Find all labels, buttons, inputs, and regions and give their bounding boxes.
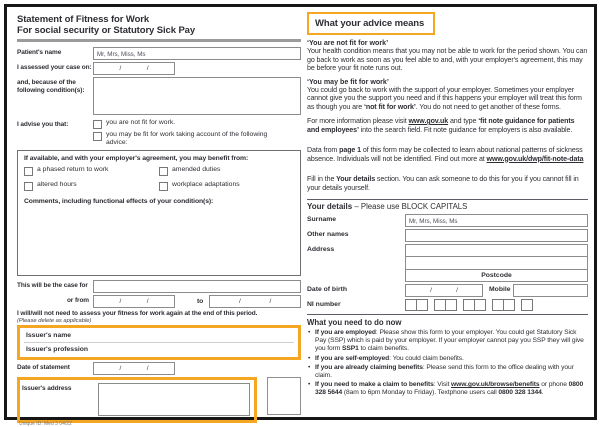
date-of-statement-input[interactable] [93,362,175,375]
data-collection-paragraph [307,146,588,163]
date-slash: / [238,298,241,306]
block-capitals-note: – Please use BLOCK CAPITALS [352,202,468,211]
highlight-issuer-address [17,377,257,423]
issuer-address-label: Issuer's address [22,385,72,393]
more-info-text: For more information please visit [307,117,409,125]
page-1-bold: page 1 [339,146,361,154]
bullet-employed [307,329,588,354]
your-details-bold: Your details [336,175,376,183]
date-slash: / [146,65,149,72]
case-for-label: This will be the case for [17,282,88,290]
checkbox-not-fit-for-work[interactable] [93,120,102,129]
bullet-employed-text [315,329,588,354]
employer-agreement-section [17,150,301,276]
other-names-input[interactable] [405,229,588,242]
checkbox-amended-duties[interactable] [159,167,168,176]
bullet-claiming-text [315,364,588,380]
advise-label: I advise you that: [17,121,69,128]
ssp1-bold: SSP1 [341,345,359,353]
address-row [307,244,588,282]
other-names-row [307,229,588,242]
checkbox-workplace-adaptations[interactable] [159,182,168,191]
benefit-options-grid [24,166,294,196]
date-slash: / [146,365,149,373]
date-slash: / [146,298,149,306]
postcode-label: Postcode [481,271,512,279]
bullet-self-employed-text [315,355,464,363]
address-input[interactable] [405,244,588,282]
bullet-self-employed [307,355,588,363]
bullet-make-claim [307,381,588,397]
condition-label: and, because of the following condition(s): [17,79,85,94]
benefit-option [159,166,294,176]
not-fit-body: Your health condition means that you may not be able to work for the period shown. You can go back to work as soon as you feel able to and, with your employer's agreement, this may be before your fit note runs out. [307,47,588,72]
may-fit-text: You could go back to work with the support of your employer. Sometimes your employer cannot give you the support you need and if this happens your employer will treat this form as though you are [307,85,582,111]
claiming-text: : Please send this form to the office dealing with your claim. [315,363,574,379]
employed-text: to claim benefits. [358,345,409,353]
bullet-make-claim-text [315,381,588,397]
your-details-section [307,199,588,311]
checkbox-altered-hours[interactable] [24,182,33,191]
benefit-option-label: a phased return to work [37,166,109,174]
to-date-input[interactable] [209,295,301,308]
issuer-name-label: Issuer's name [26,332,72,340]
form-title-line2: For social security or Statutory Sick Pay [17,25,196,36]
assessed-date-row [17,62,301,75]
date-slash: / [119,365,122,373]
make-claim-text: (8am to 6pm Monday to Friday). Textphone users call [342,389,499,397]
patient-name-row [17,47,301,60]
make-claim-text: . [541,389,544,397]
benefit-option [159,181,294,191]
ni-number-row [307,299,588,311]
more-info-paragraph [307,117,588,134]
patient-name-input[interactable]: Mr, Mrs, Miss, Ms [93,47,301,60]
not-fit-bold-phrase: ‘not fit for work’ [363,102,416,111]
make-claim-text: : Visit [433,381,452,389]
advise-row-1 [17,119,301,129]
date-slash: / [456,287,458,294]
make-claim-text: or phone [539,381,569,389]
advise-row-2 [17,131,301,147]
textphone-number: 0800 328 1344 [498,389,542,397]
address-label: Address [307,246,335,253]
benefit-option-label: workplace adaptations [172,181,240,189]
from-date-input[interactable] [93,295,175,308]
page-border [4,4,597,427]
dob-input[interactable] [405,284,483,297]
bullet-icon: • [308,329,311,336]
your-details-title: Your details [307,202,353,211]
employed-text: : Please show this form to your employer. You could get Statutory Sick Pay (SSP) which is paid by your employer. If your employer cannot pay you SSP they will give you form [315,329,584,353]
option-not-fit-label: you are not fit for work. [106,119,176,126]
please-delete-note: (Please delete as applicable) [17,318,92,325]
from-to-row [17,295,301,308]
benefit-option [24,181,159,191]
dob-mobile-row [307,284,588,297]
date-slash: / [119,298,122,306]
advice-heading: What your advice means [315,18,425,29]
fit-note-data-link[interactable]: www.gov.uk/dwp/fit-note-data [486,154,584,163]
date-slash: / [119,65,122,72]
checkbox-phased-return[interactable] [24,167,33,176]
case-for-row [17,280,301,293]
more-info-text: into the search field. Fit note guidance for employers is also available. [358,125,573,134]
postcode-line[interactable] [406,269,587,281]
bullet-icon: • [308,354,311,362]
may-fit-subheading: ‘You may be fit for work’ [307,77,389,86]
highlight-issuer-name-profession [17,325,301,360]
ni-group[interactable] [463,299,486,311]
benefit-option-label: amended duties [172,166,221,174]
bullet-icon: • [308,381,311,389]
assess-again-note: I will/will not need to assess your fitness for work again at the end of this period. [17,310,258,318]
address-line[interactable] [406,245,587,256]
ni-group[interactable] [492,299,515,311]
surname-row [307,214,588,227]
what-to-do-section [307,314,588,397]
issuer-address-input[interactable] [98,383,250,416]
your-details-heading [307,202,588,211]
form-unique-id: Unique ID: Med 3 04/22 [19,421,72,427]
may-fit-body [307,86,588,112]
condition-input[interactable] [93,77,301,115]
assessed-date-label: I assessed your case on: [17,64,92,71]
gov-uk-link[interactable]: www.gov.uk [408,117,449,125]
form-title-line1: Statement of Fitness for Work [17,14,150,25]
may-fit-text: . You do not need to get another of these forms. [415,102,561,111]
or-from-label: or from [66,297,89,305]
checkbox-may-be-fit-for-work[interactable] [93,132,102,141]
guidance-column [307,12,588,398]
issuer-profession-label: Issuer's profession [24,342,294,356]
ni-number-input[interactable] [405,299,539,311]
self-employed-text: : You could claim benefits. [389,354,464,362]
other-names-label: Other names [307,231,349,238]
title-divider [17,39,301,42]
data-note-text: of this form may be collected to learn about national patterns of sickness absence. Individuals will not be identified. Find out more at [307,146,583,163]
data-note-text: Data from [307,146,340,154]
ni-group[interactable] [405,299,428,311]
fill-in-text: Fill in the [307,175,337,183]
claiming-lead: If you are already claiming benefits [315,363,423,371]
benefit-option-label: altered hours [37,181,77,189]
browse-benefits-link[interactable]: www.gov.uk/browse/benefits [451,381,540,389]
not-fit-subheading: ‘You are not fit for work’ [307,39,389,47]
condition-row [17,77,301,115]
phone-number: 0800 328 5644 [315,381,584,397]
form-title [17,14,301,36]
ni-group[interactable] [521,299,533,311]
ni-number-label: NI number [307,301,341,308]
more-info-text: and type [448,117,479,125]
mobile-label: Mobile [489,286,511,293]
highlight-advice-heading [307,12,435,35]
date-of-statement-label: Date of statement [17,364,70,372]
spacer [17,131,93,133]
benefit-heading: If available, and with your employer's agreement, you may benefit from: [24,155,249,163]
date-slash: / [269,298,272,306]
patient-name-label: Patient's name [17,49,62,56]
option-may-fit-label: you may be fit for work taking account of the following advice: [106,131,268,147]
form-column [17,14,301,427]
fill-in-text: section. You can ask someone to do this for you if you cannot fill in your details yourself. [307,175,579,192]
date-of-statement-row [17,362,301,375]
address-line[interactable] [406,256,587,268]
issuer-address-area [17,377,301,423]
comments-input[interactable] [24,205,294,271]
blank-stamp-box [267,377,301,415]
to-label: to [197,298,204,306]
case-for-input[interactable] [93,280,301,293]
employed-lead: If you are employed [315,329,376,336]
self-employed-lead: If you are self-employed [315,354,390,362]
bullet-icon: • [308,363,311,371]
mobile-input[interactable] [513,284,588,297]
date-slash: / [430,287,432,294]
benefit-option [24,166,159,176]
what-to-do-heading: What you need to do now [307,318,402,327]
search-phrase-bold: ‘fit note guidance for patients and employees’ [307,117,575,134]
fill-in-paragraph [307,175,588,192]
comments-label: Comments, including functional effects of your condition(s): [24,198,214,206]
surname-label: Surname [307,216,337,223]
bullet-claiming-benefits [307,364,588,380]
surname-input[interactable]: Mr, Mrs, Miss, Ms [405,214,588,227]
ni-group[interactable] [434,299,457,311]
assessed-date-input[interactable] [93,62,175,75]
dob-label: Date of birth [307,286,348,293]
make-claim-lead: If you need to make a claim to benefits [315,381,434,389]
